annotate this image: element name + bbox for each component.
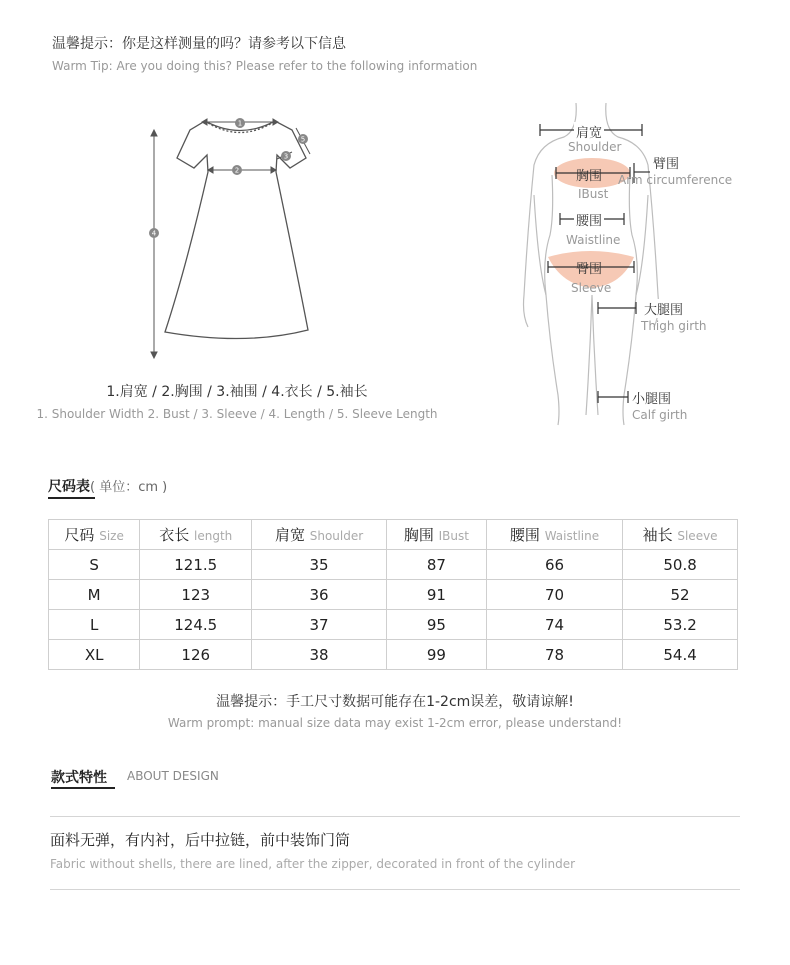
table-cell: 36 xyxy=(252,580,387,610)
label-hip-en: Sleeve xyxy=(571,281,612,295)
table-cell: 66 xyxy=(486,550,622,580)
table-cell: 95 xyxy=(386,610,486,640)
table-cell: 121.5 xyxy=(140,550,252,580)
label-calf-en: Calf girth xyxy=(632,408,688,422)
size-chart-unit: ( 单位：cm ) xyxy=(90,480,168,495)
label-arm-cn: 臂围 xyxy=(651,153,681,172)
size-title-underline xyxy=(48,497,95,499)
label-thigh-en: Thigh girth xyxy=(641,319,707,333)
warm-tip-en: Warm Tip: Are you doing this? Please refer to the following information xyxy=(52,59,478,73)
table-cell: 37 xyxy=(252,610,387,640)
size-table xyxy=(48,519,738,670)
design-title-en: ABOUT DESIGN xyxy=(127,769,219,783)
table-cell: 126 xyxy=(140,640,252,670)
table-cell: 99 xyxy=(386,640,486,670)
marker-2: 2 xyxy=(234,166,240,175)
label-arm-en: Arm circumference xyxy=(618,173,733,187)
dress-measurement-diagram xyxy=(140,108,320,368)
warm-tip-cn: 温馨提示：你是这样测量的吗？请参考以下信息 xyxy=(52,36,346,52)
table-row xyxy=(49,610,738,640)
size-chart-title: 尺码表( 单位：cm ) xyxy=(48,479,168,495)
table-cell: S xyxy=(49,550,140,580)
table-cell: XL xyxy=(49,640,140,670)
table-cell: M xyxy=(49,580,140,610)
table-cell: 38 xyxy=(252,640,387,670)
table-cell: 53.2 xyxy=(623,610,738,640)
design-description-cn: 面料无弹，有内衬，后中拉链，前中装饰门筒 xyxy=(50,831,351,849)
table-cell: 91 xyxy=(386,580,486,610)
body-measurement-figure xyxy=(510,95,740,430)
table-cell: 78 xyxy=(486,640,622,670)
legend-cn: 1.肩宽 / 2.胸围 / 3.袖围 / 4.衣长 / 5.袖长 xyxy=(106,384,368,400)
table-row xyxy=(49,550,738,580)
header-size: 尺码 Size xyxy=(49,520,140,550)
table-cell: 52 xyxy=(623,580,738,610)
divider xyxy=(50,816,740,817)
table-cell: 87 xyxy=(386,550,486,580)
marker-3: 3 xyxy=(283,152,289,161)
marker-1: 1 xyxy=(237,119,243,128)
warm-prompt-cn: 温馨提示：手工尺寸数据可能存在1-2cm误差，敬请谅解! xyxy=(216,694,574,710)
label-shoulder-cn: 肩宽 xyxy=(574,122,604,141)
header-length: 衣长 length xyxy=(140,520,252,550)
design-description-en: Fabric without shells, there are lined, after the zipper, decorated in front of the cylinder xyxy=(50,857,576,871)
warm-prompt-en: Warm prompt: manual size data may exist 1-2cm error, please understand! xyxy=(167,716,623,730)
header-shoulder: 肩宽 Shoulder xyxy=(252,520,387,550)
table-cell: 123 xyxy=(140,580,252,610)
label-calf-cn: 小腿围 xyxy=(630,388,673,407)
header-sleeve: 袖长 Sleeve xyxy=(623,520,738,550)
label-bust-cn: 胸围 xyxy=(576,169,603,184)
marker-4: 4 xyxy=(151,229,157,238)
legend-en: 1. Shoulder Width 2. Bust / 3. Sleeve / 4. Length / 5. Sleeve Length xyxy=(36,407,438,421)
design-title: 款式特性 xyxy=(51,770,107,786)
table-row xyxy=(49,580,738,610)
table-cell: L xyxy=(49,610,140,640)
design-title-underline xyxy=(51,787,115,789)
table-header-row xyxy=(49,520,738,550)
label-bust-en: IBust xyxy=(578,187,609,201)
table-cell: 50.8 xyxy=(623,550,738,580)
table-cell: 124.5 xyxy=(140,610,252,640)
table-cell: 74 xyxy=(486,610,622,640)
table-cell: 54.4 xyxy=(623,640,738,670)
label-waist-cn: 腰围 xyxy=(574,210,604,229)
table-cell: 35 xyxy=(252,550,387,580)
marker-5: 5 xyxy=(300,135,306,144)
label-waist-en: Waistline xyxy=(566,233,621,247)
header-bust: 胸围 IBust xyxy=(386,520,486,550)
label-thigh-cn: 大腿围 xyxy=(642,299,685,318)
label-hip-cn: 臀围 xyxy=(576,262,603,277)
header-waist: 腰围 Waistline xyxy=(486,520,622,550)
table-row xyxy=(49,640,738,670)
divider xyxy=(50,889,740,890)
label-shoulder-en: Shoulder xyxy=(568,140,622,154)
table-cell: 70 xyxy=(486,580,622,610)
